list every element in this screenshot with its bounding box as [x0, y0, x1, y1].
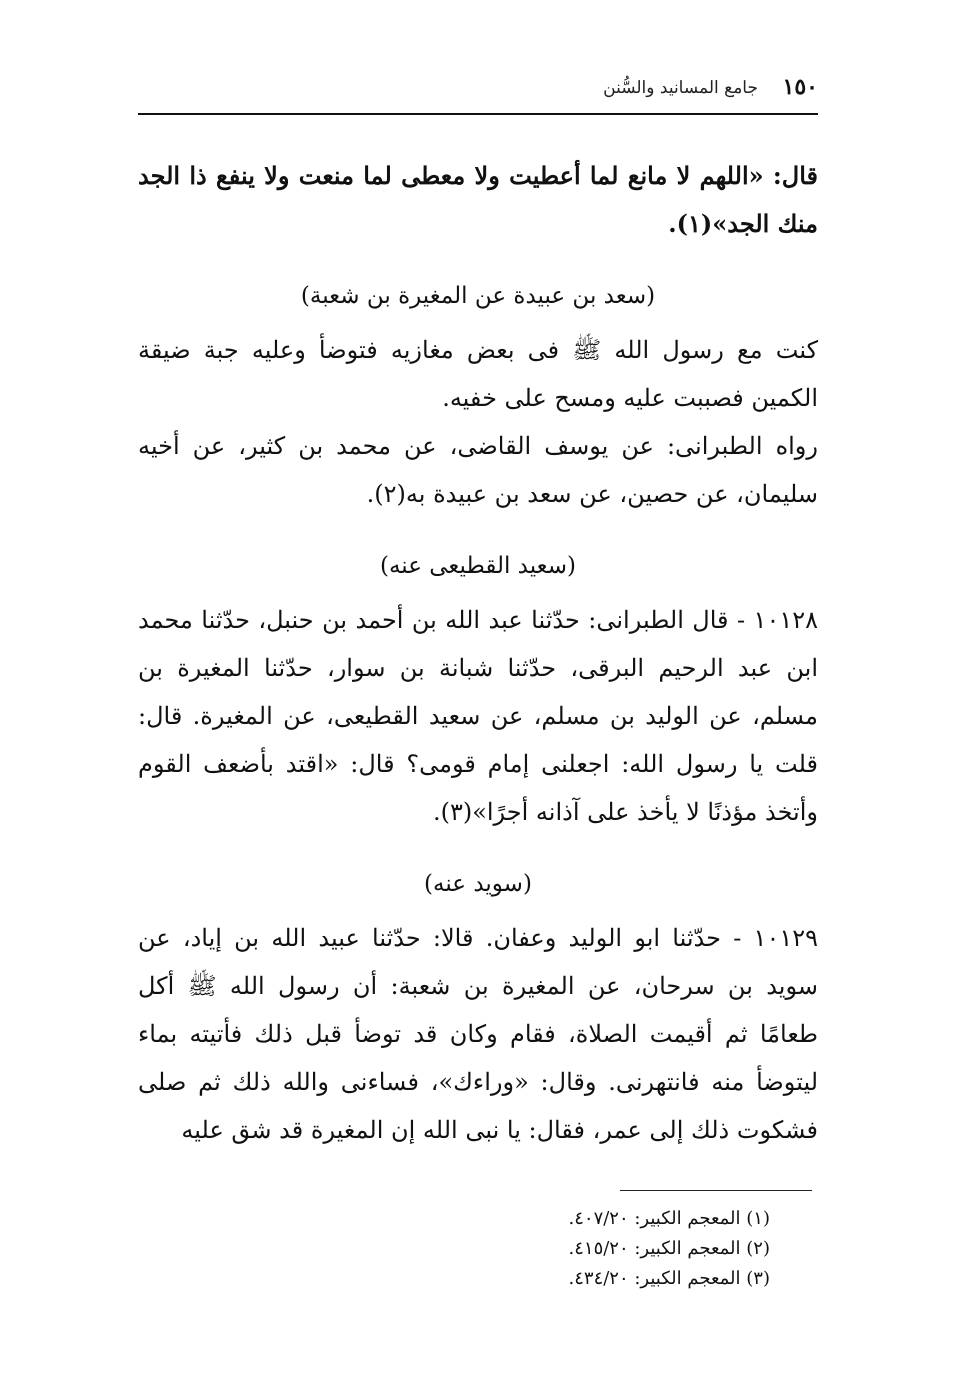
paragraph-hadith-10128: ١٠١٢٨ - قال الطبرانى: حدّثنا عبد الله بن أحمد بن حنبل، حدّثنا محمد ابن عبد الرحيم البرقى، حدّثنا شبانة بن سوار، حدّثنا المغيرة بن مسلم، عن الوليد بن مسلم، عن سعيد القطيعى، عن المغيرة. قال: قلت يا رسول الله: اجعلنى إمام قومى؟ قال: «اقتد بأضعف القوم وأتخذ مؤذنًا لا يأخذ على آذانه أجرًا»(٣). [138, 606, 818, 826]
footnotes [480, 1204, 770, 1294]
paragraph-hadith-ending: قال: «اللهم لا مانع لما أعطيت ولا معطى لما منعت ولا ينفع ذا الجد منك الجد»(١). [138, 161, 818, 238]
section-heading-said: (سعيد القطيعى عنه) [379, 553, 577, 579]
running-title: جامع المسانيد والسُّنن [603, 78, 758, 98]
section-heading-suwayd: (سويد عنه) [424, 871, 532, 897]
paragraph-hadith-10129: ١٠١٢٩ - حدّثنا ابو الوليد وعفان. قالا: حدّثنا عبيد الله بن إياد، عن سويد بن سرحان، عن المغيرة بن شعبة: أن رسول الله ﷺ أكل طعامًا ثم أقيمت الصلاة، فقام وكان قد توضأ قبل ذلك فأتيته بماء ليتوضأ منه فانتهرنى. وقال: «وراءك»، فساءنى والله ذلك ثم صلى فشكوت ذلك إلى عمر، فقال: يا نبى الله إن المغيرة قد شق عليه [138, 924, 818, 1144]
header-rule [138, 113, 818, 115]
footnote-3: (٣) المعجم الكبير: ٤٣٤/٢٠. [568, 1268, 770, 1289]
footnote-2: (٢) المعجم الكبير: ٤١٥/٢٠. [568, 1238, 770, 1259]
footnote-1: (١) المعجم الكبير: ٤٠٧/٢٠. [568, 1208, 770, 1229]
footnote-rule [620, 1190, 812, 1191]
page-header [138, 74, 818, 110]
page-number: ١٥٠ [782, 74, 818, 100]
paragraph-isnad: رواه الطبرانى: عن يوسف القاضى، عن محمد بن كثير، عن أخيه سليمان، عن حصين، عن سعد بن عبيدة به(٢). [138, 432, 818, 508]
section-heading-saad: (سعد بن عبيدة عن المغيرة بن شعبة) [300, 283, 656, 309]
paragraph-hadith-text: كنت مع رسول الله ﷺ فى بعض مغازيه فتوضأ وعليه جبة ضيقة الكمين فصببت عليه ومسح على خفيه. [138, 336, 818, 412]
main-text [138, 152, 818, 1154]
